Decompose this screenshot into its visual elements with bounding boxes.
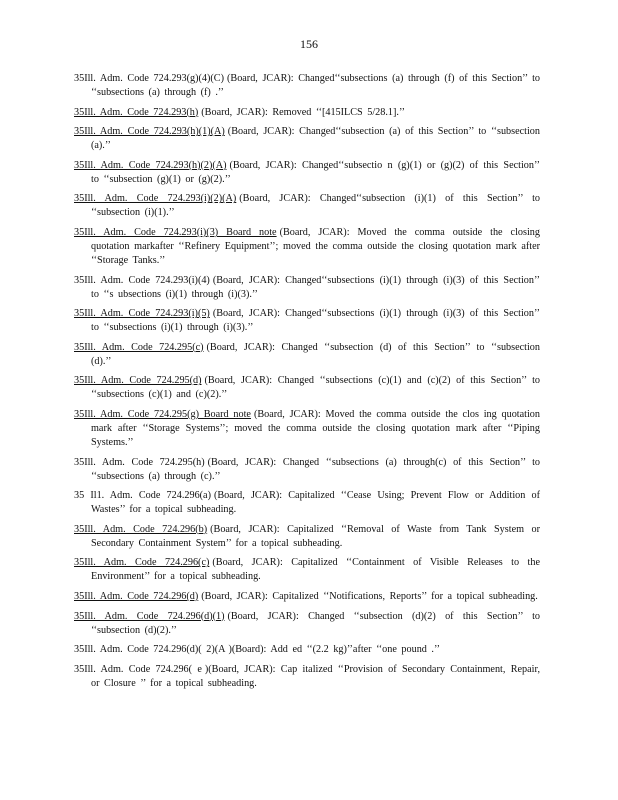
code-citation: 35Ill. Adm. Code 724.296(b) [74,523,208,535]
amendment-text: )(Board, JCAR): Cap italized ‘‘Provision of Secondary Containment, Repair, or Closure ’’ for a topical subheading. [91,663,540,689]
amendment-entry [74,643,540,657]
code-citation: 35Ill. Adm. Code 724.295(d) [74,375,202,387]
amendment-text: (Board, JCAR): Capitalized ‘‘Cease Using; Prevent Flow or Addition of Wastes’’ for a topical subheading. [91,490,540,516]
amendment-entry [74,106,540,120]
amendment-text: (Board, JCAR): Changed‘‘subsectio n (g)(1) or (g)(2) of this Section’’ to ‘‘subsection (g)(1) or (g)(2).’’ [91,159,540,185]
amendment-text: (Board, JCAR): Changed‘‘subsections (i)(1) through (i)(3) of this Section’’ to ‘‘s ubsections (i)(1) through (i)(3).’’ [91,274,540,300]
amendment-text: (Board, JCAR): Changed ‘‘subsection (d) of this Section’’ to ‘‘subsection (d).’’ [91,341,540,367]
amendment-entry [74,489,540,517]
amendment-text: (Board, JCAR): Moved the comma outside the clos ing quotation mark after ‘‘Storage Systems’’; moved the comma outside the closing quotation mark after ‘‘Piping Systems.’’ [91,408,540,448]
code-citation: 35Ill. Adm. Code 724.296(d) [74,590,199,602]
amendment-entry [74,159,540,187]
code-citation: 35Ill. Adm. Code 724.293(i)(3) Board note [74,226,277,238]
code-citation: 35Ill. Adm. Code 724.293(h) [74,106,199,118]
amendment-entry [74,590,540,604]
amendment-text: )(Board): Add ed ‘‘(2.2 kg)’’after ‘‘one pound .’’ [228,644,441,656]
code-citation: 35Ill. Adm. Code 724.293(h)(2)(A) [74,159,227,171]
code-citation: 35Ill. Adm. Code 724.296( e [74,663,202,675]
amendment-entry [74,307,540,335]
code-citation: 35Ill. Adm. Code 724.293(i)(4) [74,274,210,286]
amendment-text: (Board, JCAR): Capitalized ‘‘Notifications, Reports’’ for a topical subheading. [201,590,538,602]
amendment-entry [74,556,540,584]
amendment-text: (Board, JCAR): Capitalized ‘‘Removal of Waste from Tank System or Secondary Containment System’’ for a topical subheading. [91,523,541,549]
amendment-entry [74,610,540,638]
amendment-text: (Board, JCAR): Changed‘‘subsections (a) through (f) of this Section’’ to ‘‘subsections (a) through (f) .’’ [91,73,540,98]
amendment-text: (Board, JCAR): Capitalized ‘‘Containment of Visible Releases to the Environment’’ for a topical subheading. [91,557,540,583]
page-number: 156 [300,37,318,51]
code-citation: 35Ill. Adm. Code 724.295(g) Board note [74,408,251,420]
code-citation: 35Ill. Adm. Code 724.296(d)(1) [74,610,225,622]
amendment-entry [74,226,540,268]
amendment-list [74,72,540,696]
amendment-text: (Board, JCAR): Changed ‘‘subsections (c)(1) and (c)(2) of this Section’’ to ‘‘subsections (c)(1) and (c)(2).’’ [91,375,540,401]
amendment-text: (Board, JCAR): Changed ‘‘subsection (d)(2) of this Section’’ to ‘‘subsection (d)(2).’’ [91,610,540,636]
code-citation: 35Ill. Adm. Code 724.296(c) [74,557,210,569]
amendment-entry [74,523,540,551]
code-citation: 35 Il1. Adm. Code 724.296(a) [74,490,211,502]
amendment-entry [74,274,540,302]
amendment-text: (Board, JCAR): Changed‘‘subsection (i)(1) of this Section’’ to ‘‘subsection (i)(1).’’ [91,193,540,219]
amendment-entry [74,72,540,100]
amendment-entry [74,456,540,484]
amendment-text: (Board, JCAR): Changed‘‘subsection (a) of this Section’’ to ‘‘subsection (a).’’ [91,126,540,152]
code-citation: 35Ill. Adm. Code 724.293(g)(4)(C) [74,73,224,84]
amendment-entry [74,341,540,369]
amendment-text: (Board, JCAR): Removed ‘‘[415ILCS 5/28.1].’’ [201,106,405,118]
amendment-entry [74,408,540,450]
amendment-text: (Board, JCAR): Changed ‘‘subsections (a) through(c) of this Section’’ to ‘‘subsections (a) through (c).’’ [91,456,541,482]
amendment-text: (Board, JCAR): Changed‘‘subsections (i)(1) through (i)(3) of this Section’’ to ‘‘subsections (i)(1) through (i)(3).’’ [91,308,540,334]
code-citation: 35Ill. Adm. Code 724.295(c) [74,341,204,353]
code-citation: 35Ill. Adm. Code 724.295(h) [74,456,205,468]
amendment-entry [74,125,540,153]
amendment-entry [74,663,540,691]
code-citation: 35Ill. Adm. Code 724.296(d)( 2)(A [74,644,226,656]
code-citation: 35Ill. Adm. Code 724.293(i)(2)(A) [74,193,237,205]
amendment-text: (Board, JCAR): Moved the comma outside the closing quotation markafter ‘‘Refinery Equipment’’; moved the comma outside the closing quotation mark after ‘‘Storage Tanks.’’ [91,226,540,266]
code-citation: 35Ill. Adm. Code 724.293(h)(1)(A) [74,126,225,138]
amendment-entry [74,374,540,402]
amendment-entry [74,192,540,220]
code-citation: 35Ill. Adm. Code 724.293(i)(5) [74,308,210,320]
